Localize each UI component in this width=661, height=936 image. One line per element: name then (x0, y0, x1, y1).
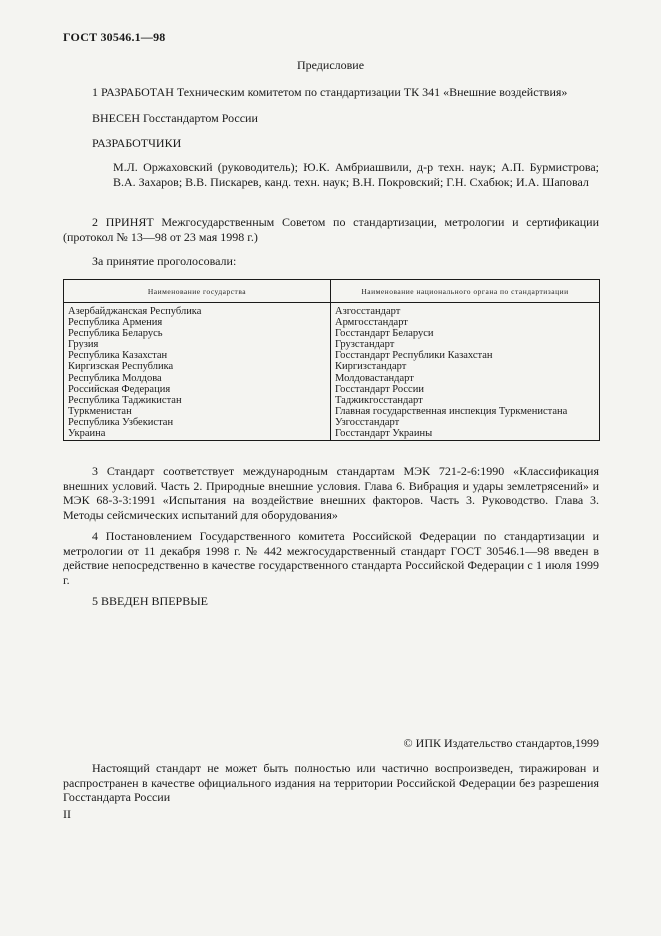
developers-list: М.Л. Оржаховский (руководитель); Ю.К. Амбриашвили, д-р техн. наук; А.П. Бурмистрова; В.А. Захаров; В.В. Пискарев, канд. техн. наук; В.Н. Покровский; Г.Н. Схабюк; И.А. Шаповал (113, 160, 599, 189)
page-number: II (63, 807, 71, 821)
table-cell-body: Госстандарт Беларуси (331, 328, 600, 339)
table-cell-state: Республика Молдова (64, 373, 331, 384)
table-cell-body: Главная государственная инспекция Туркменистана (331, 406, 600, 417)
section-2-adopted: 2 ПРИНЯТ Межгосударственным Советом по стандартизации, метрологии и сертификации (протокол № 13—98 от 23 мая 1998 г.) (63, 215, 599, 244)
page-title: Предисловие (296, 58, 365, 72)
table-cell-body: Армгосстандарт (331, 317, 600, 328)
table-cell-body: Киргизстандарт (331, 361, 600, 372)
table-cell-state: Туркменистан (64, 406, 331, 417)
table-cell-body: Таджикгосстандарт (331, 395, 600, 406)
table-cell-state: Республика Армения (64, 317, 331, 328)
section-1-developed: 1 РАЗРАБОТАН Техническим комитетом по стандартизации ТК 341 «Внешние воздействия» (92, 85, 568, 99)
table-cell-body: Госстандарт России (331, 384, 600, 395)
table-row (64, 328, 600, 339)
table-cell-state: Киргизская Республика (64, 361, 331, 372)
table-cell-state: Украина (64, 428, 331, 441)
standard-header: ГОСТ 30546.1—98 (63, 30, 166, 44)
table-cell-body: Молдовастандарт (331, 373, 600, 384)
table-cell-state: Республика Казахстан (64, 350, 331, 361)
table-row (64, 361, 600, 372)
table-header-state: Наименование государства (64, 280, 331, 303)
table-cell-state: Грузия (64, 339, 331, 350)
section-3-correspondence: 3 Стандарт соответствует международным стандартам МЭК 721-2-6:1990 «Классификация внешних условий. Часть 2. Природные внешние условия. Глава 6. Вибрация и удары землетрясений» и МЭК 68-3-3:1991 «Испытания на воздействие внешних факторов. Часть 3. Руководство. Глава 3. Методы сейсмических испытаний для оборудования» (63, 464, 599, 522)
table-row (64, 417, 600, 428)
table-row (64, 395, 600, 406)
table-row (64, 373, 600, 384)
table-cell-state: Российская Федерация (64, 384, 331, 395)
table-cell-body: Госстандарт Украины (331, 428, 600, 441)
table-cell-state: Республика Таджикистан (64, 395, 331, 406)
voted-label: За принятие проголосовали: (92, 254, 237, 268)
table-cell-body: Узгосстандарт (331, 417, 600, 428)
table-cell-state: Азербайджанская Республика (64, 303, 331, 318)
table-cell-body: Грузстандарт (331, 339, 600, 350)
table-cell-body: Госстандарт Республики Казахстан (331, 350, 600, 361)
voting-table (63, 279, 600, 441)
table-cell-state: Республика Узбекистан (64, 417, 331, 428)
table-header-body: Наименование национального органа по стандартизации (331, 280, 600, 303)
table-header-row (64, 280, 600, 303)
table-cell-state: Республика Беларусь (64, 328, 331, 339)
table-row (64, 428, 600, 441)
table-row (64, 384, 600, 395)
table-row (64, 406, 600, 417)
table-row (64, 317, 600, 328)
section-4-enactment: 4 Постановлением Государственного комитета Российской Федерации по стандартизации и метрологии от 11 декабря 1998 г. № 442 межгосударственный стандарт ГОСТ 30546.1—98 введен в действие непосредственно в качестве государственного стандарта Российской Федерации с 1 июля 1999 г. (63, 529, 599, 587)
copyright-line: © ИПК Издательство стандартов,1999 (403, 736, 599, 750)
developers-heading: РАЗРАБОТЧИКИ (92, 136, 182, 150)
reproduction-notice: Настоящий стандарт не может быть полностью или частично воспроизведен, тиражирован и распространен в качестве официального издания на территории Российской Федерации без разрешения Госстандарта России (63, 761, 599, 804)
table-row (64, 303, 600, 318)
section-5-first-introduced: 5 ВВЕДЕН ВПЕРВЫЕ (92, 594, 208, 608)
introduced-line: ВНЕСЕН Госстандартом России (92, 111, 258, 125)
table-row (64, 339, 600, 350)
table-row (64, 350, 600, 361)
table-cell-body: Азгосстандарт (331, 303, 600, 318)
